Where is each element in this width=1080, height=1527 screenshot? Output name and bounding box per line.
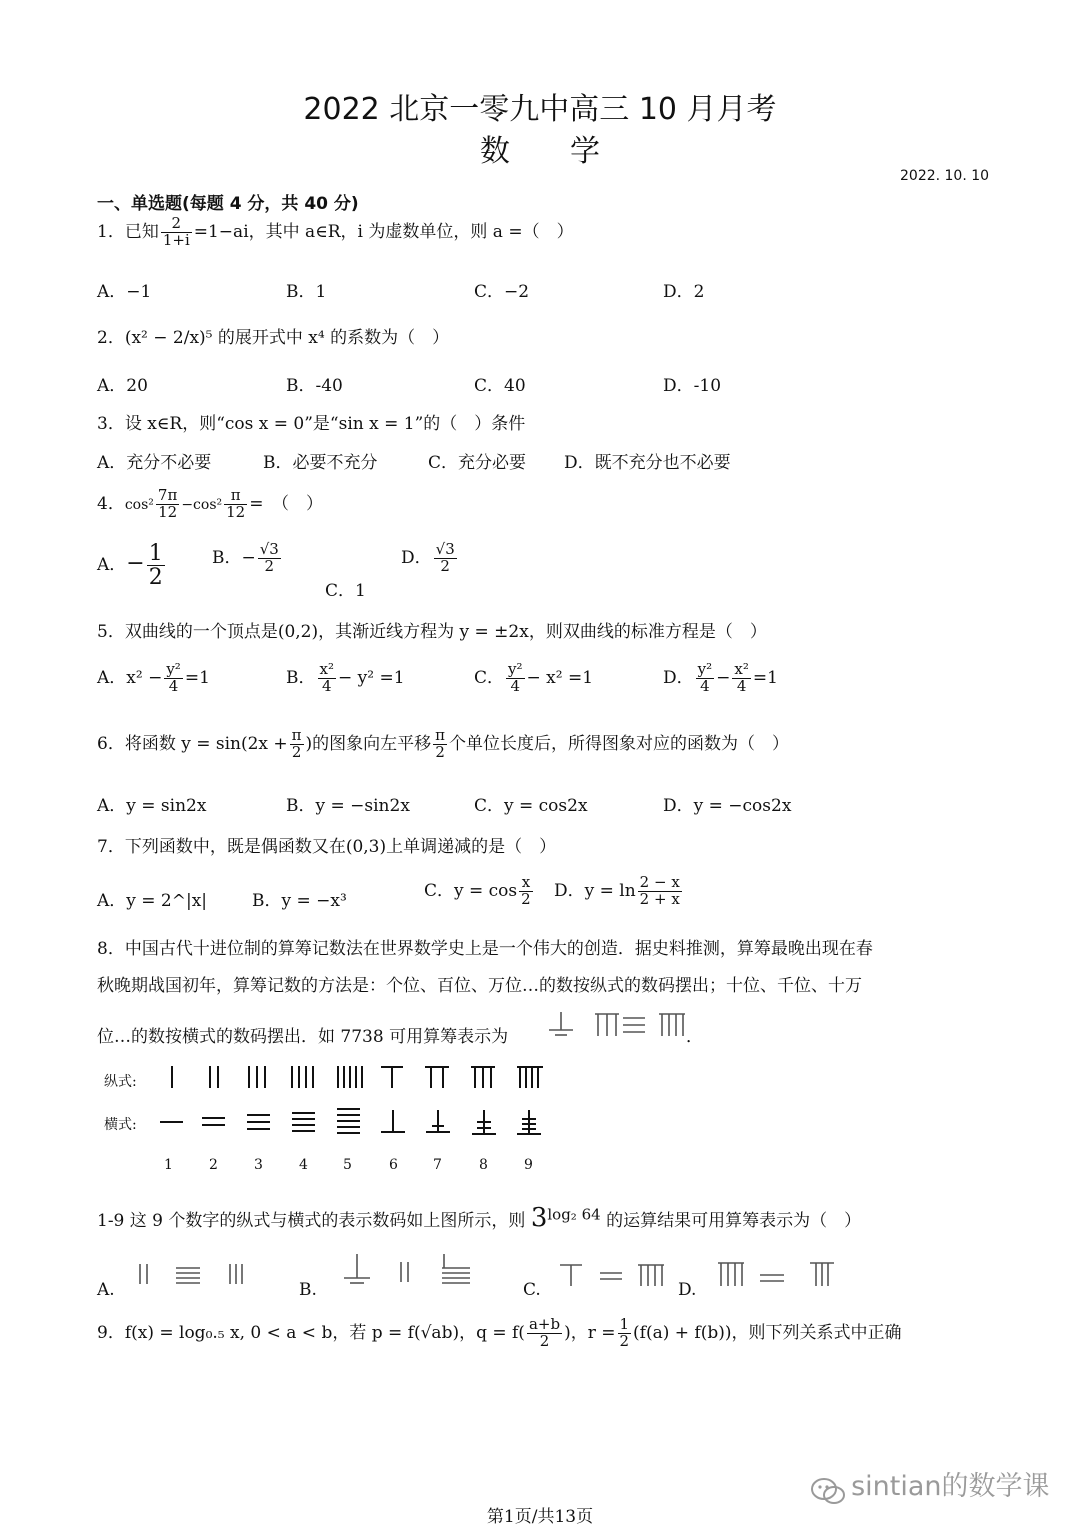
q3-option-c: C．充分必要 bbox=[428, 453, 527, 473]
q8-option-c-label: C. bbox=[523, 1280, 541, 1300]
q2-option-b: B．-40 bbox=[286, 376, 343, 396]
q2-option-c: C．40 bbox=[474, 376, 526, 396]
vertical-rod-numerals bbox=[155, 1062, 555, 1092]
q3-option-b: B．必要不充分 bbox=[263, 453, 378, 473]
digit-label: 9 bbox=[524, 1157, 533, 1173]
question-1-stem: 1．已知 $\frac{2}{1+i}$ =1−ai，其中 a∈R，i 为虚数单位，则 a =（ ） bbox=[97, 214, 574, 249]
rod-numeral-7738 bbox=[545, 1010, 685, 1040]
question-8-stem: 1-9 这 9 个数字的纵式与横式的表示数码如上图所示，则 $3^{log_2 64}$ 的运算结果可用算筹表示为（ ） bbox=[97, 1203, 862, 1233]
question-5-stem: 5．双曲线的一个顶点是(0,2)，其渐近线方程为 y = ±2x，则双曲线的标准方程是（ ） bbox=[97, 622, 767, 642]
question-8-line-3: 位…的数按横式的数码摆出．如 7738 可用算筹表示为 bbox=[97, 1027, 509, 1047]
section-heading: 一、单选题(每题 4 分，共 40 分) bbox=[97, 194, 359, 214]
watermark-text: sintian的数学课 bbox=[851, 1471, 1050, 1502]
q1-option-a: A．−1 bbox=[97, 282, 152, 302]
q8-option-b-label: B. bbox=[299, 1280, 317, 1300]
horizontal-row-label: 横式: bbox=[104, 1117, 137, 1133]
digit-label: 2 bbox=[209, 1157, 218, 1173]
question-6-stem: 6．将函数 y = sin(2x + $\frac{\pi}{2}$ )的图象向左平移 $\frac{\pi}{2}$ 个单位长度后，所得图象对应的函数为（ ） bbox=[97, 726, 790, 761]
q3-option-a: A．充分不必要 bbox=[97, 453, 212, 473]
watermark bbox=[810, 1464, 1050, 1506]
question-8-period: ． bbox=[686, 1027, 703, 1047]
subject-title: 数 学 bbox=[480, 134, 600, 169]
q1-option-c: C．−2 bbox=[474, 282, 530, 302]
page-number: 第1页/共13页 bbox=[486, 1507, 594, 1527]
wechat-icon bbox=[810, 1476, 846, 1506]
q7-option-c: C．y = cos $\frac{x}{2}$ bbox=[424, 873, 531, 908]
q4-option-a: A．− $\frac{1}{2}$ bbox=[97, 541, 163, 591]
exam-date: 2022. 10. 10 bbox=[900, 168, 990, 184]
q6-option-b: B．y = −sin2x bbox=[286, 796, 410, 816]
question-4-stem: 4．cos² $\frac{7\pi}{12}$ −cos² $\frac{\pi}{12}$ = （ ） bbox=[97, 486, 323, 521]
q5-option-d: D． $\frac{\text{y²}}{4}$ − $\frac{\text{x²}}{4}$ =1 bbox=[663, 660, 778, 695]
q1-option-b: B．1 bbox=[286, 282, 327, 302]
vertical-row-label: 纵式: bbox=[104, 1074, 137, 1090]
question-8-line-2: 秋晚期战国初年，算筹记数的方法是：个位、百位、万位…的数按纵式的数码摆出；十位、千位、十万 bbox=[97, 976, 862, 996]
q5-option-b: B． $\frac{\text{x²}}{4}$ − y² =1 bbox=[286, 660, 405, 695]
q8-option-a-rods bbox=[130, 1262, 250, 1288]
digit-label: 1 bbox=[164, 1157, 173, 1173]
digit-label: 5 bbox=[343, 1157, 352, 1173]
fraction: $\frac{2}{1+i}$ bbox=[162, 214, 190, 249]
digit-label: 8 bbox=[479, 1157, 488, 1173]
q7-option-b: B．y = −x³ bbox=[252, 891, 347, 911]
q5-option-a: A．x² − $\frac{\text{y²}}{4}$ =1 bbox=[97, 660, 210, 695]
q5-option-c: C． $\frac{\text{y²}}{4}$ − x² =1 bbox=[474, 660, 594, 695]
q7-option-d: D．y = ln $\frac{2 - x}{2 + x}$ bbox=[554, 873, 680, 908]
q6-option-a: A．y = sin2x bbox=[97, 796, 207, 816]
q6-option-c: C．y = cos2x bbox=[474, 796, 588, 816]
q2-option-a: A．20 bbox=[97, 376, 148, 396]
question-7-stem: 7．下列函数中，既是偶函数又在(0,3)上单调递减的是（ ） bbox=[97, 837, 557, 857]
question-2-stem: 2．(x² − 2/x)⁵ 的展开式中 x⁴ 的系数为（ ） bbox=[97, 328, 450, 348]
digit-label: 6 bbox=[389, 1157, 398, 1173]
q4-option-b: B．− $\frac{√3}{2}$ bbox=[212, 540, 279, 575]
q7-option-a: A．y = 2^|x| bbox=[97, 891, 208, 911]
q8-option-d-rods bbox=[716, 1260, 846, 1288]
exam-title: 2022 北京一零九中高三 10 月月考 bbox=[303, 92, 777, 127]
q4-option-c: C．1 bbox=[325, 581, 366, 601]
question-8-line-1: 8．中国古代十进位制的算筹记数法在世界数学史上是一个伟大的创造．据史料推测，算筹最晚出现在春 bbox=[97, 939, 873, 959]
horizontal-rod-numerals bbox=[155, 1104, 555, 1140]
q8-option-d-label: D. bbox=[678, 1280, 697, 1300]
q8-option-b-rods bbox=[340, 1250, 475, 1288]
question-9-stem: 9．f(x) = log₀.₅ x, 0 < a < b，若 p = f(√ab)，q = f( $\frac{a+b}{2}$ )，r = $\frac{1}{2}$ (f(a) + f(b))，则下列关系式中正确 bbox=[97, 1315, 902, 1350]
q8-option-a-label: A. bbox=[97, 1280, 115, 1300]
digit-label: 4 bbox=[299, 1157, 308, 1173]
q8-option-c-rods bbox=[558, 1262, 668, 1288]
q4-option-d: D． $\frac{√3}{2}$ bbox=[401, 540, 455, 575]
q1-option-d: D．2 bbox=[663, 282, 705, 302]
digit-label: 3 bbox=[254, 1157, 263, 1173]
q3-option-d: D．既不充分也不必要 bbox=[564, 453, 731, 473]
question-3-stem: 3．设 x∈R，则“cos x = 0”是“sin x = 1”的（ ）条件 bbox=[97, 414, 526, 434]
q2-option-d: D．-10 bbox=[663, 376, 722, 396]
q6-option-d: D．y = −cos2x bbox=[663, 796, 792, 816]
digit-label: 7 bbox=[433, 1157, 442, 1173]
